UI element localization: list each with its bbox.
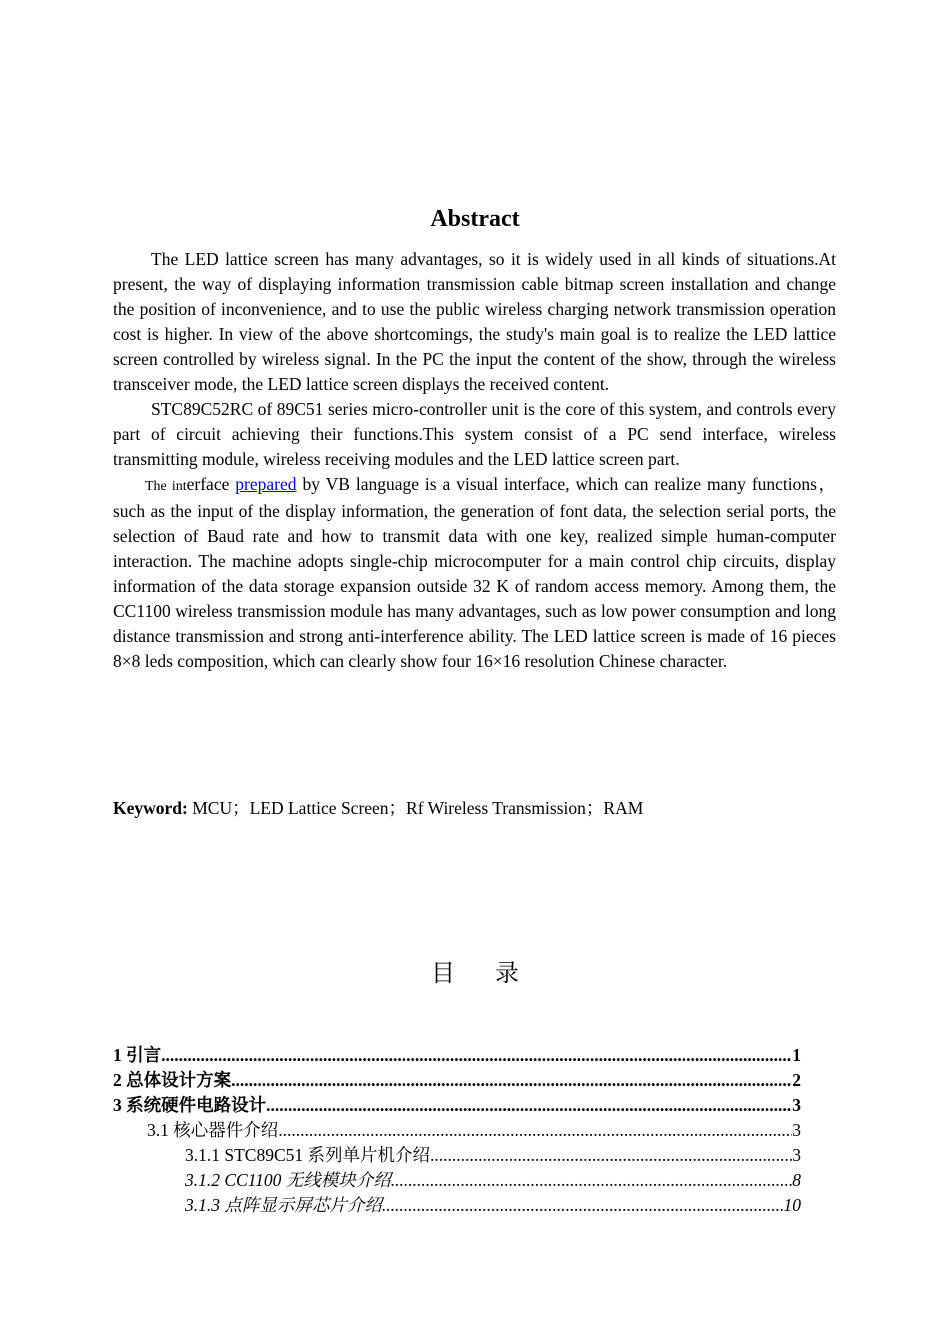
toc-label: 3.1.2 CC1100 无线模块介绍 <box>185 1170 391 1190</box>
toc-page: 3 <box>792 1095 801 1115</box>
small-text: The int <box>145 479 187 494</box>
table-of-contents <box>113 1043 801 1218</box>
toc-page: 8 <box>792 1170 801 1190</box>
abstract-title: Abstract <box>430 206 520 232</box>
toc-page: 1 <box>792 1045 801 1065</box>
abstract-paragraph-1: The LED lattice screen has many advantages, so it is widely used in all kinds of situations.At present, the way of displaying information transmission cable bitmap screen installation and change the position of inconvenience, and to use the public wireless charging network transmission operation cost is higher. In view of the above shortcomings, the study's main goal is to realize the LED lattice screen controlled by wireless signal. In the PC the input the content of the show, through the wireless transceiver mode, the LED lattice screen displays the received content. <box>113 249 836 394</box>
keywords <box>113 795 643 820</box>
toc-item[interactable] <box>113 1068 801 1093</box>
toc-item[interactable] <box>113 1093 801 1118</box>
toc-label: 3 系统硬件电路设计 <box>113 1095 267 1115</box>
toc-page: 3 <box>792 1120 801 1140</box>
abstract-paragraph-2: STC89C52RC of 89C51 series micro-controller unit is the core of this system, and controls every part of circuit achieving their functions.This system consist of a PC send interface, wireless transmitting module, wireless receiving modules and the LED lattice screen part. <box>113 399 836 469</box>
toc-page: 10 <box>783 1195 801 1215</box>
keyword-label: Keyword: <box>113 798 188 818</box>
text: erface <box>186 474 236 494</box>
keyword-value: MCU；LED Lattice Screen；Rf Wireless Transmission；RAM <box>187 798 644 818</box>
abstract-paragraph-3 <box>113 472 836 674</box>
toc-item[interactable] <box>113 1043 801 1068</box>
leader-dots <box>231 1068 792 1093</box>
toc-label: 3.1 核心器件介绍 <box>147 1120 279 1140</box>
toc-page: 3 <box>792 1145 801 1165</box>
prepared-link[interactable]: prepared <box>235 474 297 494</box>
toc-label: 3.1.1 STC89C51 系列单片机介绍 <box>185 1145 431 1165</box>
leader-dots <box>430 1143 792 1168</box>
toc-item[interactable] <box>113 1143 801 1168</box>
toc-label: 2 总体设计方案 <box>113 1070 232 1090</box>
text: by VB language is a visual interface, which can realize many functions， such as the input of the display information, the generation of font data, the selection serial ports, the selection of Baud rate and how to transmit data with one key, realized simple human-computer interaction. The machine adopts single-chip microcomputer for a main control chip circuits, display information of the data storage expansion outside 32 K of random access memory. Among them, the CC1100 wireless transmission module has many advantages, such as low power consumption and long distance transmission and strong anti-interference ability. The LED lattice screen is made of 16 pieces 8×8 leds composition, which can clearly show four 16×16 resolution Chinese character. <box>113 474 837 671</box>
toc-label: 3.1.3 点阵显示屏芯片介绍 <box>185 1195 382 1215</box>
toc-label: 1 引言 <box>113 1045 162 1065</box>
toc-item[interactable] <box>113 1193 801 1218</box>
abstract-body <box>113 247 836 674</box>
leader-dots <box>391 1168 792 1193</box>
leader-dots <box>266 1093 792 1118</box>
leader-dots <box>278 1118 792 1143</box>
toc-item[interactable] <box>113 1168 801 1193</box>
toc-page: 2 <box>792 1070 801 1090</box>
toc-item[interactable] <box>113 1118 801 1143</box>
leader-dots <box>382 1193 784 1218</box>
toc-title: 目录 <box>431 961 559 987</box>
leader-dots <box>161 1043 792 1068</box>
